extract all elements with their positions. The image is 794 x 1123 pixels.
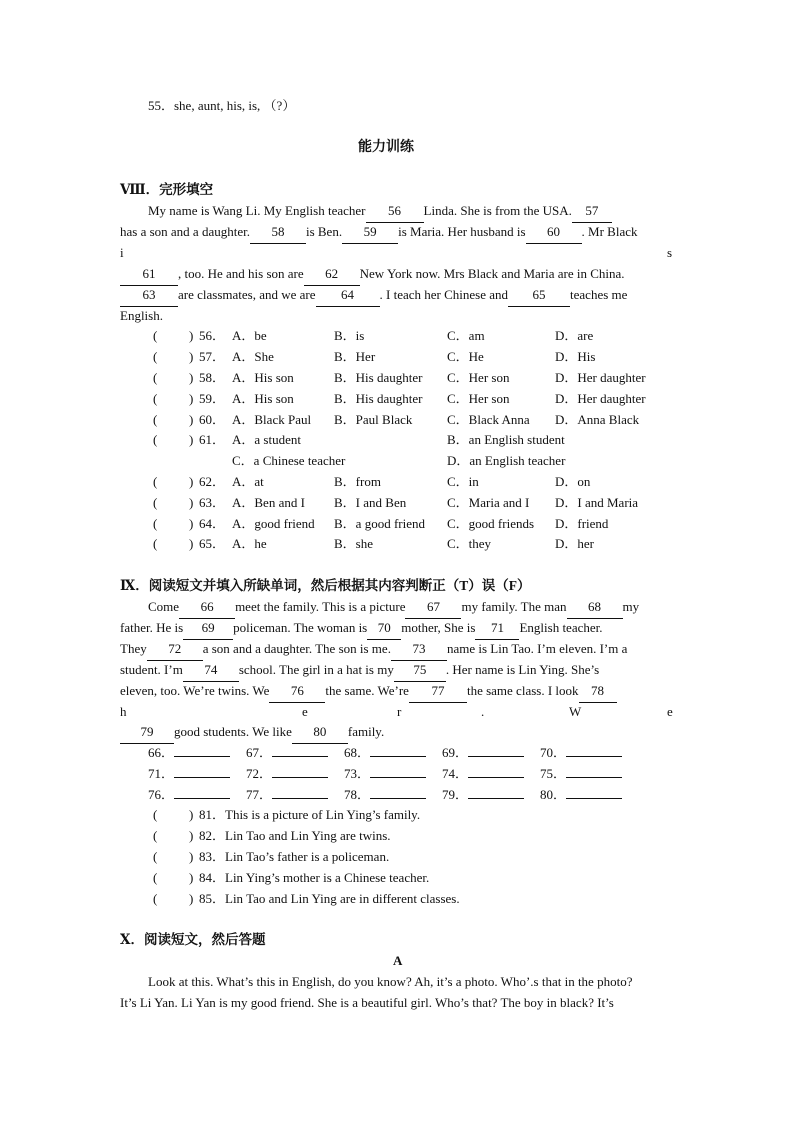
answer-blank[interactable] bbox=[566, 798, 622, 799]
answer-blank[interactable] bbox=[370, 777, 426, 778]
answer-blank[interactable] bbox=[174, 777, 230, 778]
answer-item: 72． bbox=[246, 764, 328, 785]
answer-blank[interactable] bbox=[468, 756, 524, 757]
answer-blank[interactable] bbox=[272, 777, 328, 778]
answer-item: 79． bbox=[442, 785, 524, 806]
option-b[interactable]: B．Her bbox=[334, 349, 376, 364]
option-a[interactable]: A．a student bbox=[232, 432, 301, 447]
option-a[interactable]: A．at bbox=[232, 474, 264, 489]
answer-item: 67． bbox=[246, 743, 328, 764]
option-b[interactable]: B．His daughter bbox=[334, 391, 423, 406]
option-d[interactable]: D．an English teacher bbox=[447, 453, 566, 468]
answer-item: 71． bbox=[148, 764, 230, 785]
reading2-heading: Ⅹ．阅读短文，然后答题 bbox=[120, 932, 266, 947]
option-c[interactable]: C．Her son bbox=[447, 370, 510, 385]
option-a[interactable]: A．good friend bbox=[232, 516, 315, 531]
blank-66[interactable]: 66 bbox=[179, 597, 235, 619]
option-d[interactable]: D．her bbox=[555, 536, 594, 551]
blank-65[interactable]: 65 bbox=[508, 285, 570, 307]
option-c[interactable]: C．Black Anna bbox=[447, 412, 530, 427]
answer-item: 76． bbox=[148, 785, 230, 806]
blank-79[interactable]: 79 bbox=[120, 722, 174, 744]
cloze-line-4: 61 , too. He and his son are 62 New York now. Mrs Black and Maria are in China. bbox=[120, 264, 625, 286]
answer-blank[interactable] bbox=[370, 756, 426, 757]
blank-57[interactable]: 57 bbox=[572, 201, 612, 223]
answer-blank[interactable] bbox=[174, 798, 230, 799]
blank-78[interactable]: 78 bbox=[579, 681, 617, 703]
option-a[interactable]: A．His son bbox=[232, 391, 294, 406]
option-d[interactable]: D．I and Maria bbox=[555, 495, 639, 510]
option-a[interactable]: A．His son bbox=[232, 370, 294, 385]
option-c[interactable]: C．Her son bbox=[447, 391, 510, 406]
answer-blank[interactable] bbox=[272, 798, 328, 799]
option-b[interactable]: B．is bbox=[334, 328, 365, 343]
answer-blank[interactable] bbox=[468, 777, 524, 778]
answer-blank[interactable] bbox=[272, 756, 328, 757]
blank-68[interactable]: 68 bbox=[567, 597, 623, 619]
blank-70[interactable]: 70 bbox=[367, 618, 401, 640]
blank-60[interactable]: 60 bbox=[526, 222, 582, 244]
cloze-line-5: 63 are classmates, and we are 64 . I teach her Chinese and 65 teaches me bbox=[120, 285, 627, 307]
blank-58[interactable]: 58 bbox=[250, 222, 306, 244]
blank-75[interactable]: 75 bbox=[394, 660, 446, 682]
option-b[interactable]: B．Paul Black bbox=[334, 412, 413, 427]
answer-item: 66． bbox=[148, 743, 230, 764]
option-c[interactable]: C．they bbox=[447, 536, 492, 551]
answer-item: 74． bbox=[442, 764, 524, 785]
cloze-line-2: has a son and a daughter. 58 is Ben. 59 is Maria. Her husband is 60 . Mr Black bbox=[120, 222, 638, 244]
reading1-line-7: 79 good students. We like 80 family. bbox=[120, 722, 384, 744]
option-c[interactable]: C．a Chinese teacher bbox=[232, 453, 346, 468]
reading2-line-2: It’s Li Yan. Li Yan is my good friend. She is a beautiful girl. Who’s that? The boy in black? It’s bbox=[120, 995, 614, 1010]
blank-63[interactable]: 63 bbox=[120, 285, 178, 307]
answer-blank[interactable] bbox=[174, 756, 230, 757]
reading1-line-2: father. He is 69 policeman. The woman is 70 mother, She is 71 English teacher. bbox=[120, 618, 603, 640]
option-a[interactable]: A．She bbox=[232, 349, 274, 364]
reading1-line-3: They 72 a son and a daughter. The son is me. 73 name is Lin Tao. I’m eleven. I’m a bbox=[120, 639, 627, 661]
option-c[interactable]: C．Maria and I bbox=[447, 495, 530, 510]
option-d[interactable]: D．friend bbox=[555, 516, 609, 531]
option-b[interactable]: B．I and Ben bbox=[334, 495, 407, 510]
reading1-heading: Ⅸ．阅读短文并填入所缺单词，然后根据其内容判断正（T）误（F） bbox=[120, 578, 531, 593]
cloze-line-1: My name is Wang Li. My English teacher 56 Linda. She is from the USA. 57 bbox=[148, 201, 612, 223]
answer-item: 80． bbox=[540, 785, 622, 806]
answer-blank[interactable] bbox=[370, 798, 426, 799]
blank-62[interactable]: 62 bbox=[304, 264, 360, 286]
answer-blank[interactable] bbox=[566, 756, 622, 757]
option-c[interactable]: C．am bbox=[447, 328, 485, 343]
answer-item: 69． bbox=[442, 743, 524, 764]
option-d[interactable]: D．His bbox=[555, 349, 596, 364]
reading1-line-4: student. I’m 74 school. The girl in a hat is my 75 . Her name is Lin Ying. She’s bbox=[120, 660, 599, 682]
answer-item: 70． bbox=[540, 743, 622, 764]
option-c[interactable]: C．good friends bbox=[447, 516, 535, 531]
answer-item: 73． bbox=[344, 764, 426, 785]
option-b[interactable]: B．an English student bbox=[447, 432, 565, 447]
blank-67[interactable]: 67 bbox=[405, 597, 461, 619]
option-b[interactable]: B．from bbox=[334, 474, 381, 489]
blank-77[interactable]: 77 bbox=[409, 681, 467, 703]
answer-item: 75． bbox=[540, 764, 622, 785]
question-55: 55．she, aunt, his, is, （?） bbox=[148, 98, 296, 113]
blank-59[interactable]: 59 bbox=[342, 222, 398, 244]
section-title: 能力训练 bbox=[358, 140, 414, 155]
blank-71[interactable]: 71 bbox=[475, 618, 519, 640]
option-a[interactable]: A．Black Paul bbox=[232, 412, 312, 427]
option-a[interactable]: A．he bbox=[232, 536, 267, 551]
blank-61[interactable]: 61 bbox=[120, 264, 178, 286]
option-d[interactable]: D．Her daughter bbox=[555, 391, 646, 406]
answer-item: 68． bbox=[344, 743, 426, 764]
blank-73[interactable]: 73 bbox=[391, 639, 447, 661]
blank-72[interactable]: 72 bbox=[147, 639, 203, 661]
option-c[interactable]: C．He bbox=[447, 349, 484, 364]
answer-item: 78． bbox=[344, 785, 426, 806]
option-c[interactable]: C．in bbox=[447, 474, 479, 489]
reading1-line-5: eleven, too. We’re twins. We 76 the same. We’re 77 the same class. I look 78 bbox=[120, 681, 617, 703]
blank-64[interactable]: 64 bbox=[316, 285, 380, 307]
option-d[interactable]: D．Her daughter bbox=[555, 370, 646, 385]
option-a[interactable]: A．be bbox=[232, 328, 267, 343]
option-d[interactable]: D．on bbox=[555, 474, 591, 489]
option-b[interactable]: B．a good friend bbox=[334, 516, 425, 531]
reading1-line-1: Come 66 meet the family. This is a picture 67 my family. The man 68 my bbox=[148, 597, 639, 619]
blank-80[interactable]: 80 bbox=[292, 722, 348, 744]
reading2-subheading: A bbox=[393, 953, 403, 968]
option-a[interactable]: A．Ben and I bbox=[232, 495, 305, 510]
option-d[interactable]: D．Anna Black bbox=[555, 412, 640, 427]
blank-56[interactable]: 56 bbox=[366, 201, 424, 223]
blank-76[interactable]: 76 bbox=[269, 681, 325, 703]
answer-blank[interactable] bbox=[566, 777, 622, 778]
reading2-line-1: Look at this. What’s this in English, do you know? Ah, it’s a photo. Who’.s that in the photo? bbox=[148, 974, 633, 989]
answer-blank[interactable] bbox=[468, 798, 524, 799]
answer-item: 77． bbox=[246, 785, 328, 806]
blank-69[interactable]: 69 bbox=[183, 618, 233, 640]
cloze-heading: Ⅷ．完形填空 bbox=[120, 182, 214, 197]
option-b[interactable]: B．His daughter bbox=[334, 370, 423, 385]
blank-74[interactable]: 74 bbox=[183, 660, 239, 682]
option-d[interactable]: D．are bbox=[555, 328, 594, 343]
option-b[interactable]: B．she bbox=[334, 536, 374, 551]
